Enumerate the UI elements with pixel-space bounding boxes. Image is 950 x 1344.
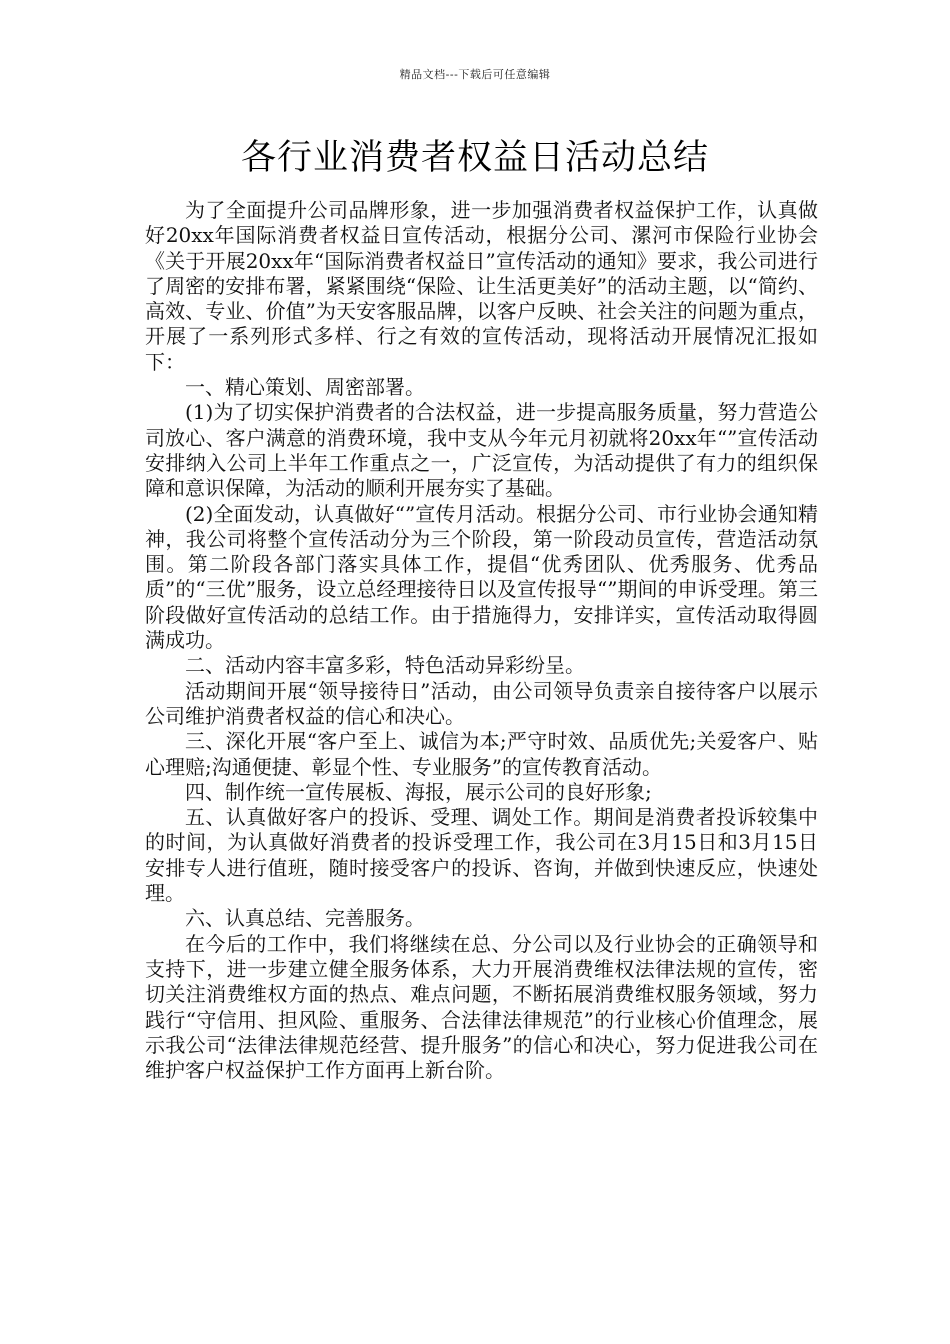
section-heading-5: 五、认真做好客户的投诉、受理、调处工作。期间是消费者投诉较集中的时间，为认真做好消费者的投诉受理工作，我公司在3月15日和3月15日安排专人进行值班，随时接受客户的投诉、咨询，并做到快速反应，快速处理。 [145, 805, 818, 906]
section-heading-3: 三、深化开展“客户至上、诚信为本;严守时效、品质优先;关爱客户、贴心理赔;沟通便捷、彰显个性、专业服务”的宣传教育活动。 [145, 729, 818, 779]
paragraph-intro: 为了全面提升公司品牌形象，进一步加强消费者权益保护工作，认真做好20xx年国际消费者权益日宣传活动，根据分公司、漯河市保险行业协会《关于开展20xx年“国际消费者权益日”宣传活动的通知》要求，我公司进行了周密的安排布署，紧紧围绕“保险、让生活更美好”的活动主题，以“简约、高效、专业、价值”为天安客服品牌，以客户反映、社会关注的问题为重点，开展了一系列形式多样、行之有效的宣传活动，现将活动开展情况汇报如下： [145, 198, 818, 374]
document-body [145, 198, 818, 1083]
paragraph-reception-day: 活动期间开展“领导接待日”活动，由公司领导负责亲自接待客户以展示公司维护消费者权益的信心和决心。 [145, 678, 818, 728]
section-heading-1: 一、精心策划、周密部署。 [185, 375, 425, 400]
paragraph-item-1: (1)为了切实保护消费者的合法权益，进一步提高服务质量，努力营造公司放心、客户满意的消费环境，我中支从今年元月初就将20xx年“”宣传活动安排纳入公司上半年工作重点之一，广泛宣传，为活动提供了有力的组织保障和意识保障，为活动的顺利开展夯实了基础。 [145, 400, 818, 501]
document-title: 各行业消费者权益日活动总结 [240, 138, 709, 178]
section-heading-6: 六、认真总结、完善服务。 [185, 906, 425, 931]
paragraph-conclusion: 在今后的工作中，我们将继续在总、分公司以及行业协会的正确领导和支持下，进一步建立健全服务体系，大力开展消费维权法律法规的宣传，密切关注消费维权方面的热点、难点问题，不断拓展消费维权服务领域，努力践行“守信用、担风险、重服务、合法律法律规范”的行业核心价值理念，展示我公司“法律法律规范经营、提升服务”的信心和决心，努力促进我公司在维护客户权益保护工作方面再上新台阶。 [145, 931, 818, 1083]
section-heading-4: 四、制作统一宣传展板、海报，展示公司的良好形象; [185, 779, 652, 804]
paragraph-item-2: (2)全面发动，认真做好“”宣传月活动。根据分公司、市行业协会通知精神，我公司将整个宣传活动分为三个阶段，第一阶段动员宣传，营造活动氛围。第二阶段各部门落实具体工作，提倡“优秀团队、优秀服务、优秀品质”的“三优”服务，设立总经理接待日以及宣传报导“”期间的申诉受理。第三阶段做好宣传活动的总结工作。由于措施得力，安排详实，宣传活动取得圆满成功。 [145, 501, 818, 653]
page-header-note: 精品文档---下载后可任意编辑 [399, 68, 551, 81]
section-heading-2: 二、活动内容丰富多彩，特色活动异彩纷呈。 [185, 653, 585, 678]
